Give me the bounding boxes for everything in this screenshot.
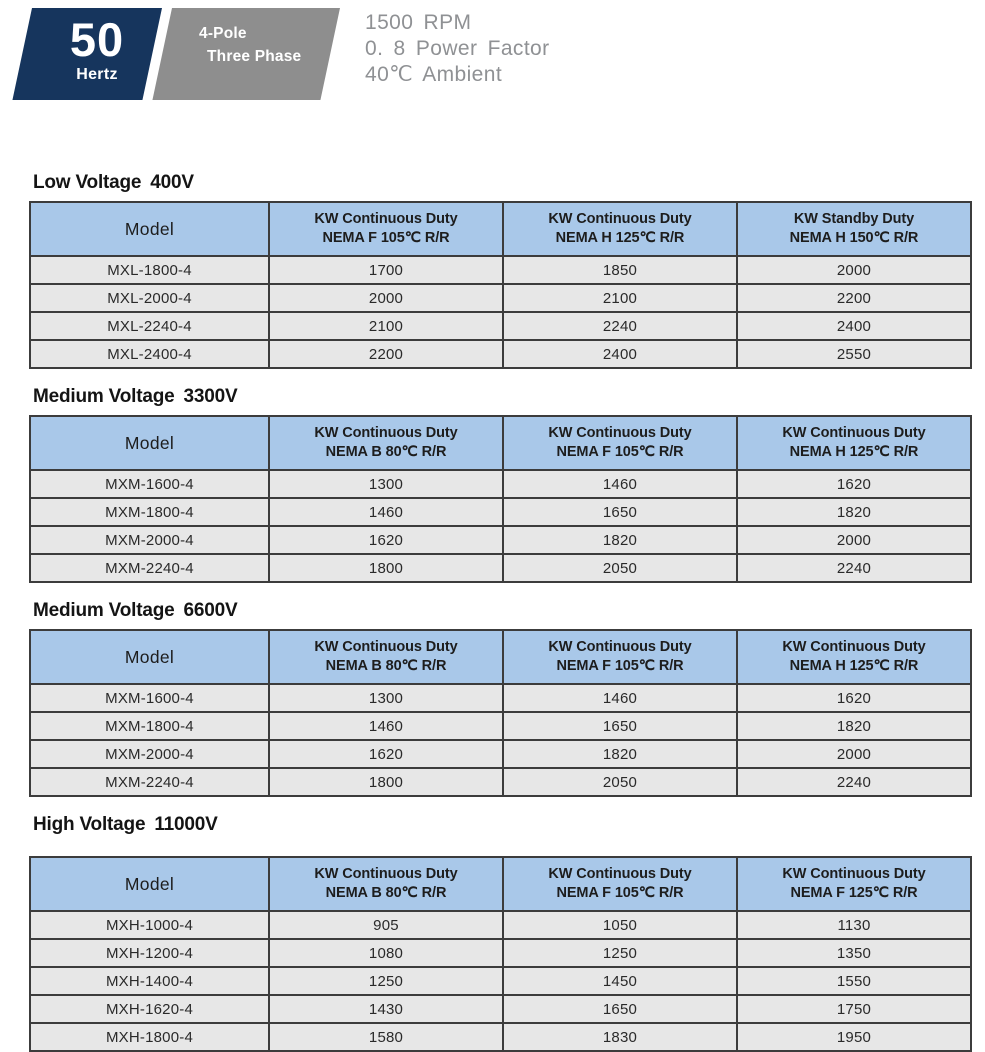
value-cell: 1460 [269,712,503,740]
value-cell: 1130 [737,911,971,939]
column-header-nema: NEMA B 80℃ R/R [325,658,447,674]
column-header-nema: NEMA H 150℃ R/R [789,230,919,246]
value-cell: 1800 [269,768,503,796]
value-cell: 1080 [269,939,503,967]
spec-list [365,10,550,88]
value-cell: 1350 [737,939,971,967]
value-cell: 1830 [503,1023,737,1051]
column-header-duty: KW Continuous Duty [548,425,692,441]
model-cell: MXH-1620-4 [30,995,269,1023]
table-row [30,526,971,554]
model-cell: MXM-1800-4 [30,498,269,526]
spec-table [29,415,972,583]
table-row [30,256,971,284]
model-cell: MXH-1800-4 [30,1023,269,1051]
column-header [269,630,503,684]
value-cell: 1850 [503,256,737,284]
value-cell: 1820 [503,740,737,768]
column-header-duty: KW Continuous Duty [782,866,926,882]
model-cell: MXL-1800-4 [30,256,269,284]
table-head [30,202,971,256]
column-header-model: Model [30,202,269,256]
table-body [30,911,971,1051]
value-cell: 2550 [737,340,971,368]
model-cell: MXM-1600-4 [30,470,269,498]
table-header-row [30,202,971,256]
column-header [269,202,503,256]
column-header [269,857,503,911]
frequency-badge-content [32,8,162,100]
column-header-duty: KW Continuous Duty [314,639,458,655]
value-cell: 1820 [737,712,971,740]
value-cell: 1950 [737,1023,971,1051]
spec-table [29,201,972,369]
column-header [503,630,737,684]
section-title-voltage: 6600V [183,600,238,621]
table-row [30,684,971,712]
table-row [30,768,971,796]
value-cell: 1300 [269,470,503,498]
pole-label: 4-Pole [199,25,247,42]
phase-label: Three Phase [207,48,302,65]
frequency-value: 50 [69,13,125,66]
value-cell: 2240 [503,312,737,340]
model-cell: MXL-2000-4 [30,284,269,312]
column-header [737,857,971,911]
value-cell: 1820 [737,498,971,526]
model-cell: MXM-1800-4 [30,712,269,740]
table-row [30,284,971,312]
value-cell: 1650 [503,995,737,1023]
table-head [30,416,971,470]
value-cell: 1650 [503,498,737,526]
column-header [737,202,971,256]
section-title-voltage: 11000V [154,814,218,835]
value-cell: 2000 [269,284,503,312]
value-cell: 2240 [737,768,971,796]
table-row [30,939,971,967]
table-row [30,740,971,768]
section-title [33,172,972,194]
column-header-model: Model [30,630,269,684]
table-row [30,1023,971,1051]
value-cell: 1800 [269,554,503,582]
column-header-duty: KW Continuous Duty [548,866,692,882]
column-header-duty: KW Continuous Duty [314,866,458,882]
value-cell: 2050 [503,554,737,582]
column-header-duty: KW Continuous Duty [314,211,458,227]
banner [0,0,985,100]
value-cell: 1460 [503,684,737,712]
section-title-voltage: 400V [150,172,194,193]
section-title-voltage: 3300V [183,386,238,407]
value-cell: 1460 [269,498,503,526]
model-cell: MXM-2000-4 [30,526,269,554]
column-header-nema: NEMA F 105℃ R/R [322,230,450,246]
column-header-duty: KW Continuous Duty [314,425,458,441]
column-header-nema: NEMA H 125℃ R/R [789,444,919,460]
table-row [30,995,971,1023]
section-title-text: Medium Voltage [33,386,175,407]
column-header-duty: KW Continuous Duty [548,211,692,227]
voltage-section [29,172,972,369]
pole-phase-badge-content [172,8,340,100]
section-title [33,600,972,622]
value-cell: 1460 [503,470,737,498]
table-header-row [30,857,971,911]
value-cell: 2240 [737,554,971,582]
value-cell: 2050 [503,768,737,796]
value-cell: 1250 [503,939,737,967]
column-header-model: Model [30,857,269,911]
column-header-nema: NEMA B 80℃ R/R [325,444,447,460]
column-header-nema: NEMA H 125℃ R/R [789,658,919,674]
model-cell: MXH-1200-4 [30,939,269,967]
value-cell: 1820 [503,526,737,554]
value-cell: 2000 [737,256,971,284]
model-cell: MXM-2240-4 [30,768,269,796]
table-row [30,470,971,498]
value-cell: 2000 [737,740,971,768]
table-head [30,630,971,684]
section-title-text: Medium Voltage [33,600,175,621]
column-header-nema: NEMA F 125℃ R/R [790,885,918,901]
section-title [33,386,972,408]
table-row [30,312,971,340]
value-cell: 1620 [269,526,503,554]
table-body [30,256,971,368]
section-title [33,814,972,836]
value-cell: 1620 [737,684,971,712]
value-cell: 1750 [737,995,971,1023]
column-header [737,416,971,470]
column-header-model: Model [30,416,269,470]
model-cell: MXH-1000-4 [30,911,269,939]
value-cell: 2100 [503,284,737,312]
value-cell: 2400 [503,340,737,368]
table-header-row [30,416,971,470]
column-header [503,416,737,470]
voltage-section [29,814,972,1052]
value-cell: 1300 [269,684,503,712]
model-cell: MXM-1600-4 [30,684,269,712]
model-cell: MXM-2240-4 [30,554,269,582]
model-cell: MXL-2400-4 [30,340,269,368]
table-row [30,498,971,526]
column-header [269,416,503,470]
value-cell: 2100 [269,312,503,340]
value-cell: 1430 [269,995,503,1023]
voltage-section [29,386,972,583]
value-cell: 1450 [503,967,737,995]
value-cell: 1620 [737,470,971,498]
table-row [30,911,971,939]
table-row [30,712,971,740]
column-header [503,857,737,911]
ambient-text: 40℃ Ambient [365,63,503,86]
rpm-text: 1500 RPM [365,11,472,34]
section-title-text: High Voltage [33,814,146,835]
value-cell: 1650 [503,712,737,740]
column-header [503,202,737,256]
column-header-duty: KW Continuous Duty [782,425,926,441]
tables-area [29,172,972,1052]
column-header [737,630,971,684]
table-body [30,684,971,796]
section-title-text: Low Voltage [33,172,142,193]
table-head [30,857,971,911]
value-cell: 1550 [737,967,971,995]
value-cell: 1700 [269,256,503,284]
value-cell: 1620 [269,740,503,768]
value-cell: 2200 [737,284,971,312]
pole-phase-badge [152,8,340,100]
value-cell: 1580 [269,1023,503,1051]
value-cell: 905 [269,911,503,939]
value-cell: 2200 [269,340,503,368]
column-header-nema: NEMA B 80℃ R/R [325,885,447,901]
column-header-nema: NEMA F 105℃ R/R [556,658,684,674]
table-header-row [30,630,971,684]
column-header-duty: KW Standby Duty [793,211,915,227]
column-header-duty: KW Continuous Duty [548,639,692,655]
table-row [30,967,971,995]
model-cell: MXH-1400-4 [30,967,269,995]
table-body [30,470,971,582]
column-header-duty: KW Continuous Duty [782,639,926,655]
model-cell: MXL-2240-4 [30,312,269,340]
model-cell: MXM-2000-4 [30,740,269,768]
voltage-section [29,600,972,797]
column-header-nema: NEMA F 105℃ R/R [556,885,684,901]
column-header-nema: NEMA H 125℃ R/R [555,230,685,246]
column-header-nema: NEMA F 105℃ R/R [556,444,684,460]
frequency-unit: Hertz [76,66,118,83]
spec-table [29,629,972,797]
power-factor-text: 0. 8 Power Factor [365,37,550,60]
value-cell: 1250 [269,967,503,995]
value-cell: 2000 [737,526,971,554]
frequency-badge [12,8,162,100]
value-cell: 2400 [737,312,971,340]
value-cell: 1050 [503,911,737,939]
spec-table [29,856,972,1052]
table-row [30,340,971,368]
table-row [30,554,971,582]
